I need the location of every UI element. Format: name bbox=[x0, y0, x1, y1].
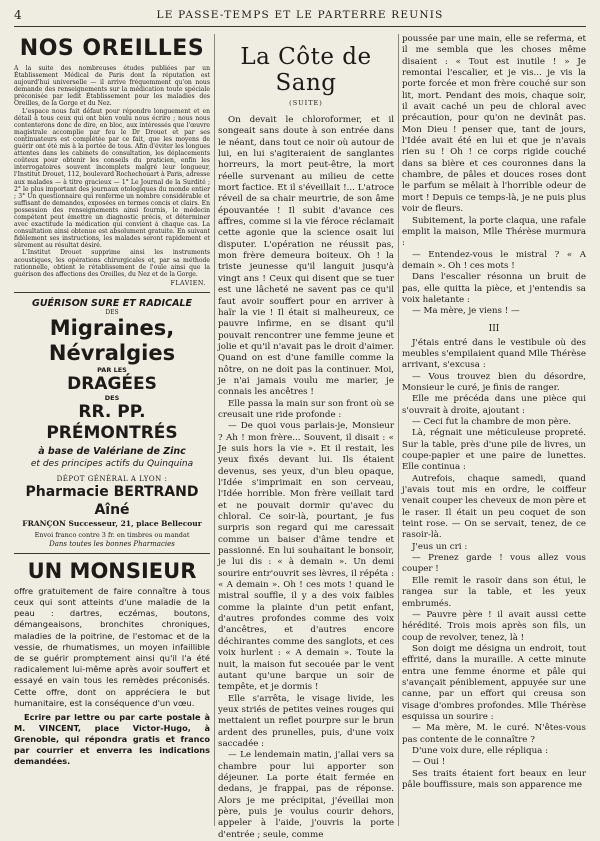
story-paragraph: On devait le chloroformer, et il songeait sans doute à son entrée dans le néant, dans tout ce noir où autour de lui, en lui s'agiteraient de sanglantes horreurs, la mort peut-être, la mort réelle survenant au milieu de cette mort factice. Et il s'éveillait !... L'atroce réveil de sa chair meurtrie, de son âme épouvantée ! Il subit d'avance ces affres, comme si la vie féroce réclamait cette agonie que la science osait lui disputer. L'opération ne réussit pas, mon frère demeura boiteux. Oh ! la triste jeunesse qu'il languit jusqu'à vingt ans ! Ceux qui disent que se tuer est une lâcheté ne savent pas ce qu'il faut avoir souffert pour en arriver à haïr la vie ! Il était si malheureux, ce pauvre infirme, en se disant qu'il pouvait rencontrer une femme jeune et jolie et qu'il n'avait pas le droit d'aimer. Quand on est d'une famille comme la nôtre, on ne doit pas la continuer. Moi, je n'ai jamais voulu me marier, je connais les ancêtres ! bbox=[218, 115, 394, 398]
story-paragraph: J'étais entré dans le vestibule où des meubles s'empilaient quand Mlle Thérèse arrivant, s'excusa : bbox=[402, 337, 586, 371]
ad-line-par-les: PAR LES bbox=[97, 365, 127, 374]
journal-title: LE PASSE-TEMPS ET LE PARTERRE REUNIS bbox=[156, 9, 444, 21]
story-paragraph: Elle s'arrêta, le visage livide, les yeux striés de petites veines rouges qui mettaient un reflet pourpre sur le brun ardent des prunelles, puis, d'une voix saccadée : bbox=[218, 693, 394, 749]
story-paragraph: Ses traits étaient fort beaux en leur pâle bouffissure, mais son apparence me bbox=[402, 768, 586, 790]
story-paragraph: Autrefois, chaque samedi, quand j'avais tout mis en ordre, le coiffeur venait couper les cheveux de mon père et le raser. Il était un peu coquet de son teint rose. — On se servait, tenez, de ce rasoir-là. bbox=[402, 473, 586, 541]
story-paragraph: Elle remit le rasoir dans son étui, le rangea sur la table, et les yeux embrumés. bbox=[402, 575, 586, 609]
story-paragraph: — Ma mère, je viens ! — bbox=[412, 306, 520, 317]
monsieur-advertisement bbox=[14, 559, 210, 767]
story-paragraph: poussée par une main, elle se referma, et il me sembla que les choses même disaient : « Tout est inutile ! » Je remontai l'escalier, et je vis... je vis la porte forcée et mon frère couché sur son lit, mort. Pendant des mois, chaque soir, il avait caché un peu de chloral avec précaution, pour qu'on ne devinât pas. Mon Dieu ! penser que, tant de jours, l'Idée avait été en lui et que je n'avais rien su ! Oh ! ce corps rigide couché dans sa bière et ces couronnes dans la chambre, de pâles et douces roses dont le parfum se mêlait à l'horrible odeur de mort ! Depuis ce temps-là, je ne puis plus voir de fleurs. bbox=[402, 34, 586, 215]
story-paragraph: — Entendez-vous le mistral ? « A demain ». Oh ! ces mots ! bbox=[402, 249, 586, 271]
ad-line-guerison: GUÉRISON SURE ET RADICALE bbox=[32, 297, 192, 309]
story-paragraph: — Prenez garde ! vous allez vous couper ! bbox=[402, 553, 586, 575]
story-paragraph: Elle me précéda dans une pièce qui s'ouvrait à droite, ajoutant : bbox=[402, 394, 586, 416]
ad-line-quinquina: et des principes actifs du Quinquina bbox=[30, 458, 194, 469]
story-paragraph: — Oui ! bbox=[412, 757, 446, 768]
story-paragraph: — Vous trouvez bien du désordre, Monsieur le curé, je finis de ranger. bbox=[402, 371, 586, 393]
ad-line-depot: DÉPOT GÉNÉRAL A LYON : bbox=[56, 474, 168, 483]
story-paragraph: J'eus un cri : bbox=[412, 541, 468, 552]
ad-line-migraines: Migraines, Névralgies bbox=[48, 315, 176, 365]
oreilles-paragraph: L'Institut Drouet supprime ainsi les instruments acoustiques, les opérations chirurgicales et, par sa méthode rationnelle, obtient le rétablissement de l'ouïe ainsi que la guérison des affections des Oreilles, du Nez et de la Gorge. bbox=[14, 249, 210, 278]
chapter-number: III bbox=[488, 323, 500, 334]
story-paragraph: Subitement, la porte claqua, une rafale emplit la maison, Mlle Thérèse murmura : bbox=[402, 215, 586, 249]
column-story-1 bbox=[218, 34, 394, 840]
ad-line-valeriane: à base de Valériane de Zinc bbox=[38, 445, 186, 457]
page-number: 4 bbox=[14, 8, 22, 22]
ad-line-dragees: DRAGÉES bbox=[67, 373, 157, 394]
monsieur-text: offre gratuitement de faire connaître à tous ceux qui sont atteints d'une maladie de la peau : dartres, eczémas, boutons, démangeaisons, bronchites chroniques, maladies de la poitrine, de l'estomac et de la vessie, de rhumatismes, un moyen infaillible de se guérir promptement ainsi qu'il l'a été radicalement lui-même après avoir souffert et essayé en vain tous les remèdes préconisés. Cette offre, dont on appréciera le but humanitaire, est la conséquence d'un vœu. bbox=[14, 585, 210, 708]
ad-line-pharmacie: Pharmacie BERTRAND Aîné bbox=[25, 483, 199, 518]
section-rule bbox=[14, 553, 210, 554]
story-paragraph: Son doigt me désigna un endroit, tout effrité, dans la muraille. A cette minute entra une femme énorme et pâle qui s'avançait péniblement, appuyée sur une canne, par un effort qui creusa son visage d'ombres profondes. Mlle Thérèse esquissa un sourire : bbox=[402, 643, 586, 722]
story-paragraph: — Ma mère, M. le curé. N'êtes-vous pas contente de le connaître ? bbox=[402, 723, 586, 745]
ad-line-envoi: Envoi franco contre 3 fr. en timbres ou mandat bbox=[34, 530, 190, 539]
header-rule bbox=[14, 26, 586, 27]
monsieur-contact: Ecrire par lettre ou par carte postale à M. VINCENT, place Victor-Hugo, à Grenoble, qui répondra gratis et franco par courrier et enverra les indications demandées. bbox=[14, 712, 210, 767]
oreilles-title: NOS OREILLES bbox=[19, 36, 205, 61]
migraines-advertisement bbox=[14, 298, 210, 548]
monsieur-title: UN MONSIEUR bbox=[27, 558, 197, 583]
story-paragraph: Elle passa la main sur son front où se creusait une ride profonde : bbox=[218, 398, 394, 420]
ad-line-francon: FRANÇON Successeur, 21, place Bellecour bbox=[22, 518, 202, 528]
story-paragraph: Là, régnait une méticuleuse propreté. Sur la table, près d'une pile de livres, un coupe-papier et une paire de lunettes. Elle continua : bbox=[402, 428, 586, 473]
page-header bbox=[14, 6, 586, 26]
column-divider-2 bbox=[398, 34, 399, 826]
oreilles-signature: FLAVIEN. bbox=[170, 279, 206, 287]
column-advertisements bbox=[14, 34, 210, 828]
ad-line-des-2: DES bbox=[104, 393, 120, 402]
story-paragraph: Dans l'escalier résonna un bruit de pas, elle quitta la pièce, et j'entendis sa voix haletante : bbox=[402, 272, 586, 305]
ad-line-premontres: RR. PP. PRÉMONTRÉS bbox=[46, 401, 178, 443]
story-paragraph: — De quoi vous parlais-je, Monsieur ? Ah ! mon frère... Souvent, il disait : « Je suis hors la vie ». Et il restait, les yeux fixés devant lui. Ils étaient devenus, ses yeux, d'un bleu opaque, l'Idée s'imprimait en son cerveau, l'Idée horrible. Mon frère veillait tard et ne pouvait dormir qu'avec du chloral. Ce soir-là, pourtant, je fus surpris son regard qui me caressait comme un baiser d'âme tendre et passionné. En lui souhaitant le bonsoir, je lui dis : « à demain ». Un demi sourire entr'ouvrit ses lèvres, il répéta : « A demain ». Oh ! ces mots ! quand le mistral souffle, il y a des voix faibles comme la plainte d'un petit enfant, d'autres profondes comme des voix d'ancêtres, et d'autres encore déchirantes comme des sanglots, et ces voix hurlent : « A demain ». Toute la nuit, la maison fut secouée par le vent autant qu'une barque un soir de tempête, et je dormis ! bbox=[218, 421, 394, 693]
column-divider-1 bbox=[214, 34, 215, 826]
section-rule bbox=[14, 292, 210, 293]
story-paragraph: — Pauvre père ! il avait aussi cette hérédité. Trois mois après son fils, un coup de revolver, tenez, là ! bbox=[402, 609, 586, 643]
story-title: La Côte de Sang bbox=[240, 44, 372, 96]
story-paragraph: — Ceci fut la chambre de mon père. bbox=[412, 417, 571, 427]
oreilles-paragraph: A la suite des nombreuses études publiées par un Établissement Médical de Paris dont la réputation est aujourd'hui universelle — il arrive fréquemment qu'on nous demande des renseignements sur la médication toute spéciale préconisée par ledit Établissement pour les maladies des Oreilles, de la Gorge et du Nez. bbox=[14, 65, 210, 108]
story-subtitle: (SUITE) bbox=[289, 99, 323, 107]
story-paragraph: D'une voix dure, elle répliqua : bbox=[412, 745, 549, 756]
ad-line-des: DES bbox=[105, 308, 119, 316]
oreilles-article bbox=[14, 36, 210, 287]
story-paragraph: — Le lendemain matin, j'allai vers sa chambre pour lui apporter son déjeuner. La porte était fermée en dedans, je frappai, pas de réponse. Alors je me précipitai, j'éveillai mon père, puis je voulus courir dehors, appeler à l'aide, j'ouvris la porte d'entrée ; seule, comme bbox=[218, 750, 394, 840]
ad-line-pharmacies: Dans toutes les bonnes Pharmacies bbox=[49, 539, 175, 548]
oreilles-paragraph: L'espace nous fait défaut pour répondre longuement et en détail à tous ceux qui ont bien voulu nous écrire ; nous nous contenterons donc de dire, en bloc, aux intéressés que l'œuvre magistrale accomplie par feu le Dr Drouet et par ses continuateurs est complétée par ce fait, que les moyens de guérir ont été mis à la portée de tous. Afin d'éviter les longues attentes dans les cabinets de consultation, les déplacements coûteux pour obtenir les conseils du praticien, enfin les interrogatoires souvent incomplets malgré leur longueur, l'Institut Drouet, 112, boulevard Rochechouart à Paris, adresse aux malades — à titre gracieux — 1° Le Journal de la Surdité ; 2° le plus important des journaux otologiques du monde entier ; 3° Un questionnaire qui renferme un nombre considérable et suffisant de demandes, exposées en termes concis et clairs. En possession des renseignements ainsi fournis, le médecin compétent peut émettre un diagnostic précis, et déterminer avec exactitude la médication qui convient à chaque cas. La consultation ainsi obtenue est absolument gratuite. En suivant fidèlement ses instructions, les malades seront rapidement et sûrement au résultat désiré. bbox=[14, 107, 210, 250]
column-story-2 bbox=[402, 34, 586, 828]
